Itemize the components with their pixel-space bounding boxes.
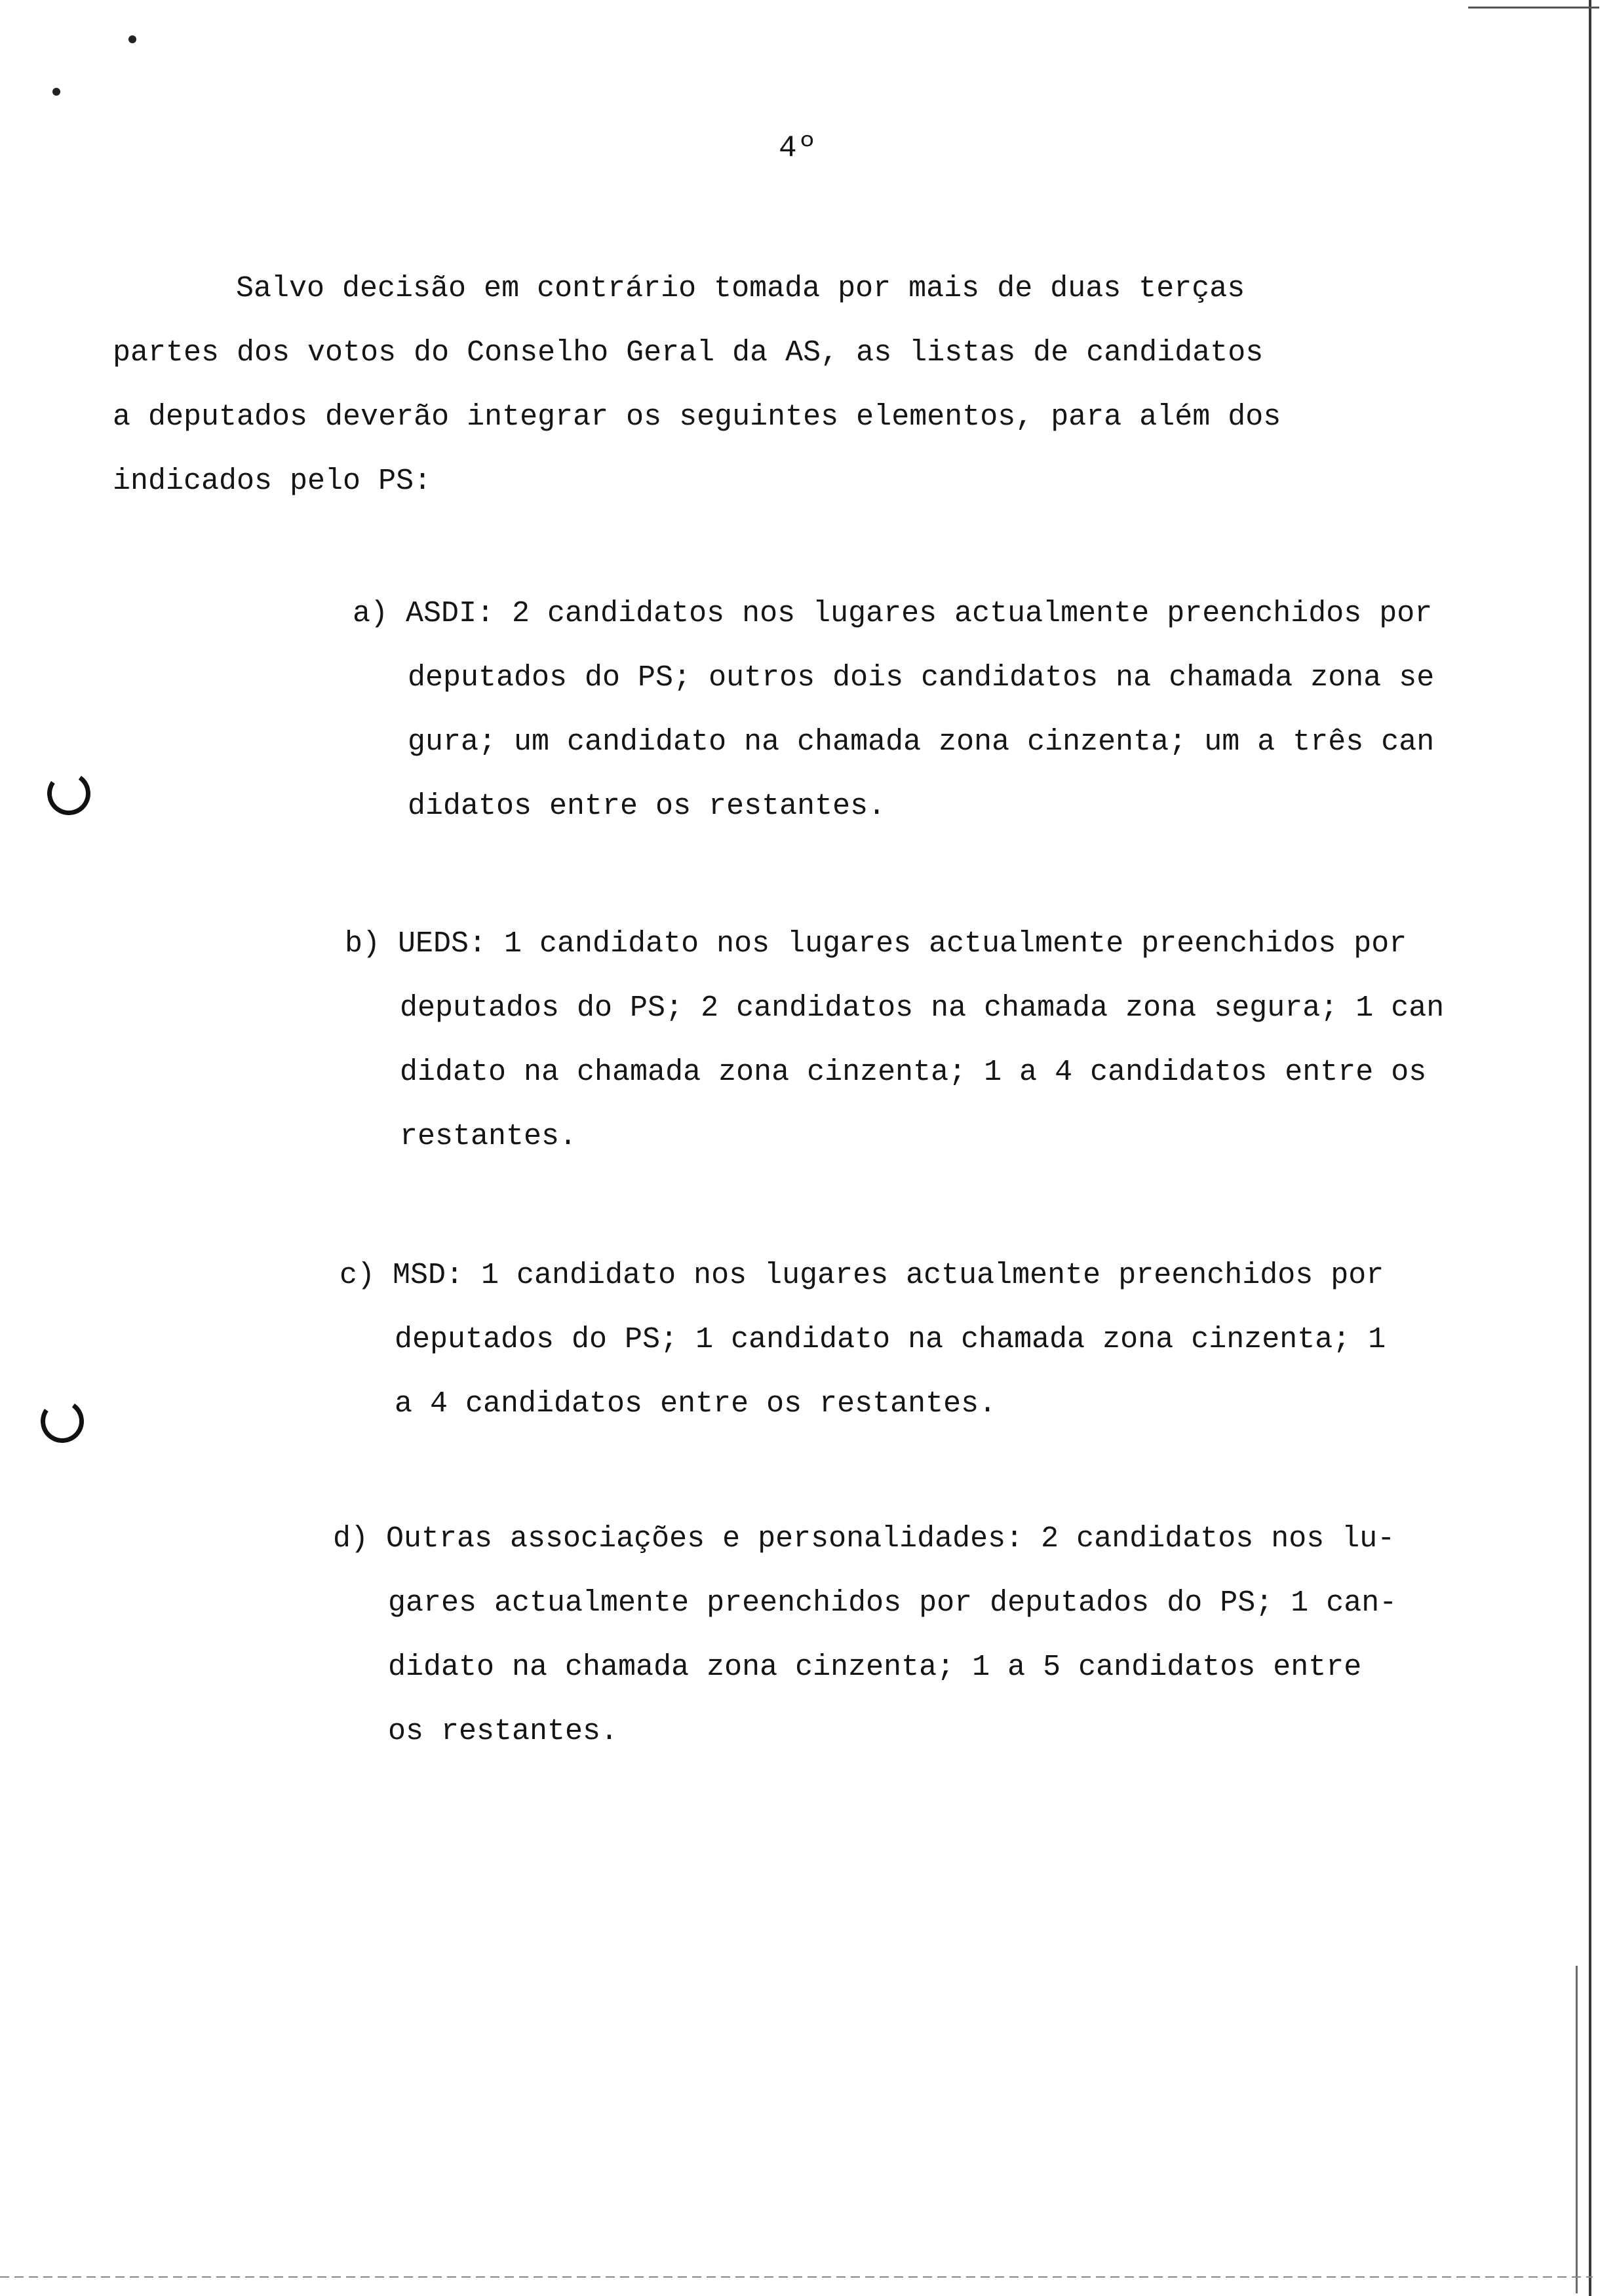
text-line: b) UEDS: 1 candidato nos lugares actualmente preenchidos por bbox=[345, 927, 1407, 961]
scan-border-right-inner bbox=[1576, 1966, 1578, 2293]
text-line: partes dos votos do Conselho Geral da AS, as listas de candidatos bbox=[113, 336, 1264, 370]
list-item-a bbox=[353, 582, 1434, 839]
scan-border-top bbox=[1468, 7, 1599, 9]
text-line: a deputados deverão integrar os seguintes elementos, para além dos bbox=[113, 400, 1281, 434]
text-line: restantes. bbox=[400, 1120, 577, 1153]
text-line: d) Outras associações e personalidades: 2 candidatos nos lu- bbox=[333, 1522, 1395, 1556]
list-item-d bbox=[333, 1507, 1397, 1764]
text-line: gura; um candidato na chamada zona cinzenta; um a três can bbox=[408, 725, 1435, 759]
binder-hole-mark bbox=[44, 769, 94, 818]
punch-dot bbox=[52, 88, 60, 96]
binder-hole-mark bbox=[37, 1396, 87, 1446]
text-line: deputados do PS; 2 candidatos na chamada zona segura; 1 can bbox=[400, 991, 1445, 1025]
punch-dot bbox=[128, 35, 136, 43]
text-line: deputados do PS; 1 candidato na chamada zona cinzenta; 1 bbox=[395, 1323, 1386, 1356]
text-line: didatos entre os restantes. bbox=[408, 790, 886, 823]
scan-border-right bbox=[1589, 0, 1591, 2296]
text-line: os restantes. bbox=[388, 1715, 619, 1748]
list-item-c bbox=[340, 1244, 1386, 1436]
text-line: deputados do PS; outros dois candidatos na chamada zona se bbox=[408, 661, 1435, 695]
text-line: didato na chamada zona cinzenta; 1 a 5 candidatos entre bbox=[388, 1651, 1362, 1684]
text-line: indicados pelo PS: bbox=[113, 465, 432, 498]
intro-paragraph bbox=[113, 257, 1281, 514]
list-item-b bbox=[345, 912, 1444, 1169]
text-line: gares actualmente preenchidos por deputados do PS; 1 can- bbox=[388, 1586, 1397, 1620]
text-line: didato na chamada zona cinzenta; 1 a 4 candidatos entre os bbox=[400, 1056, 1427, 1089]
text-line: a 4 candidatos entre os restantes. bbox=[395, 1387, 997, 1421]
page-number: 4º bbox=[779, 131, 818, 165]
text-line: a) ASDI: 2 candidatos nos lugares actualmente preenchidos por bbox=[353, 597, 1433, 630]
text-line: Salvo decisão em contrário tomada por mais de duas terças bbox=[236, 272, 1245, 305]
scan-border-bottom bbox=[0, 2276, 1593, 2278]
text-line: c) MSD: 1 candidato nos lugares actualmente preenchidos por bbox=[340, 1259, 1384, 1292]
